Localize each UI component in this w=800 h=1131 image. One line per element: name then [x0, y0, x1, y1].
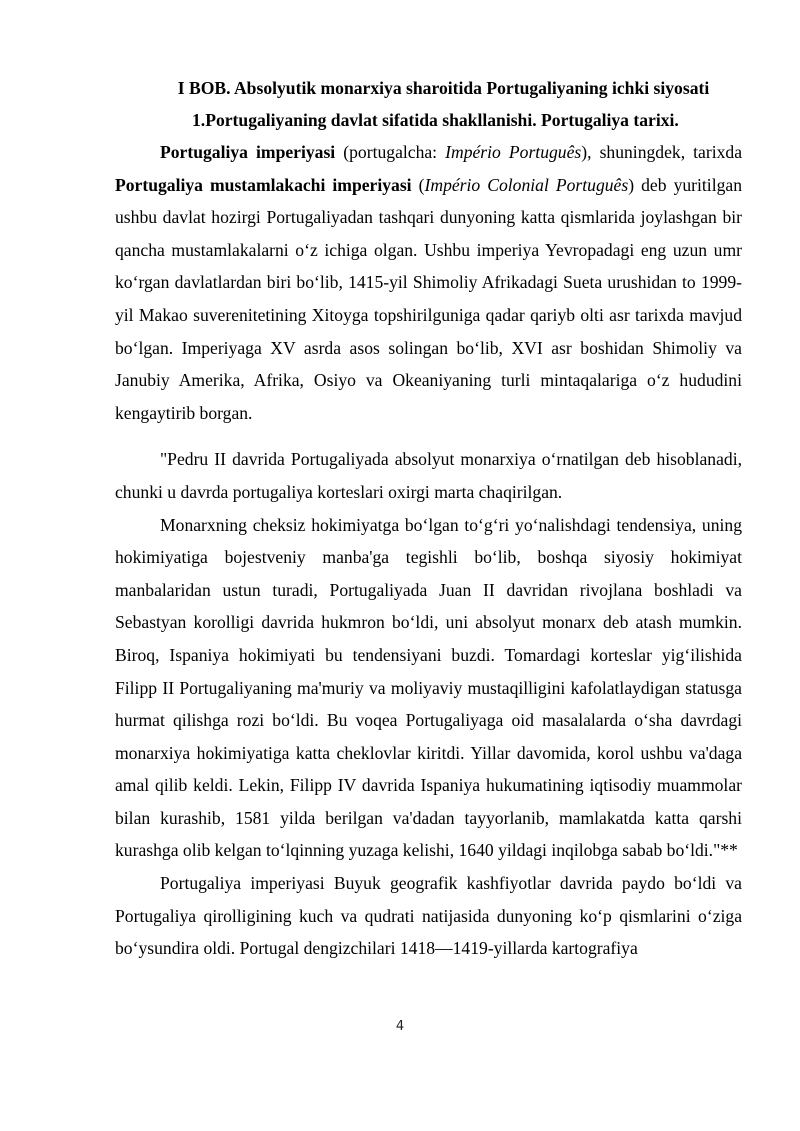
term-portugaliya-imperiyasi: Portugaliya imperiyasi: [160, 142, 336, 162]
page-number: 4: [395, 1019, 405, 1034]
portuguese-name: Império Português: [445, 142, 582, 162]
paragraph-text: ) deb yuritilgan ushbu davlat hozirgi Portugaliyadan tashqari dunyoning katta qismlarida joylashgan bir qancha mustamlakalarni o‘z ichiga olgan. Ushbu imperiya Yevropadagi eng uzun umr ko‘rgan davlatlardan biri bo‘lib, 1415-yil Shimoliy Afrikadagi Sueta urushidan to 1999-yil Makao suverenitetining Xitoyga topshirilguniga qadar qariyb olti asr tarixda mavjud bo‘lgan. Imperiyaga XV asrda asos solingan bo‘lib, XVI asr boshidan Shimoliy va Janubiy Amerika, Afrika, Osiyo va Okeaniyaning turli mintaqalariga o‘z hududini kengaytirib borgan.: [115, 174, 742, 423]
page-content: [115, 72, 742, 965]
paragraph-intro: [115, 136, 742, 429]
paragraph-pedru: "Pedru II davrida Portugaliyada absolyut monarxiya o‘rnatilgan deb hisoblanadi, chunki u davrda portugaliya korteslari oxirgi marta chaqirilgan.: [115, 449, 742, 502]
paragraph-text: (: [411, 174, 425, 195]
paragraph-monarx: Monarxning cheksiz hokimiyatga bo‘lgan to‘g‘ri yo‘nalishdagi tendensiya, uning hokimiyatiga bojestveniy manba'ga tegishli bo‘lib, boshqa siyosiy hokimiyat manbalaridan ustun turadi, Portugaliyada Juan II davridan rivojlana boshladi va Sebastyan korolligi davrida hukmron bo‘ldi, uni absolyut monarx deb atash mumkin. Biroq, Ispaniya hokimiyati bu tendensiyani buzdi. Tomardagi korteslar yig‘ilishida Filipp II Portugaliyaning ma'muriy va moliyaviy mustaqilligini kafolatlaydigan statusga hurmat qilishga rozi bo‘ldi. Bu voqea Portugaliyaga oid masalalarda o‘sha davrdagi monarxiya hokimiyatiga katta cheklovlar kiritdi. Yillar davomida, korol ushbu va'daga amal qilib keldi. Lekin, Filipp IV davrida Ispaniya hukumatining iqtisodiy muammolar bilan kurashib, 1581 yilda berilgan va'dadan tayyorlanib, mamlakatda katta qarshi kurashga olib kelgan to‘lqinning yuzaga kelishi, 1640 yildagi inqilobga sabab bo‘ldi."**: [115, 514, 742, 861]
section-heading: 1.Portugaliyaning davlat sifatida shakllanishi. Portugaliya tarixi.: [192, 110, 679, 130]
paragraph-text: (portugalcha:: [335, 142, 446, 162]
term-mustamlakachi-imperiyasi: Portugaliya mustamlakachi imperiyasi: [115, 174, 412, 195]
paragraph-imperiya: Portugaliya imperiyasi Buyuk geografik kashfiyotlar davrida paydo bo‘ldi va Portugaliya qirolligining kuch va qudrati natijasida dunyoning ko‘p qismlarini o‘ziga bo‘ysundira oldi. Portugal dengizchilari 1418—1419-yillarda kartografiya: [115, 873, 742, 959]
portuguese-colonial-name: Império Colonial Português: [424, 174, 629, 195]
paragraph-text: ), shuningdek, tarixda: [581, 142, 743, 162]
paragraph-gap: [115, 429, 742, 443]
chapter-heading: I BOB. Absolyutik monarxiya sharoitida Portugaliyaning ichki siyosati: [177, 78, 710, 98]
